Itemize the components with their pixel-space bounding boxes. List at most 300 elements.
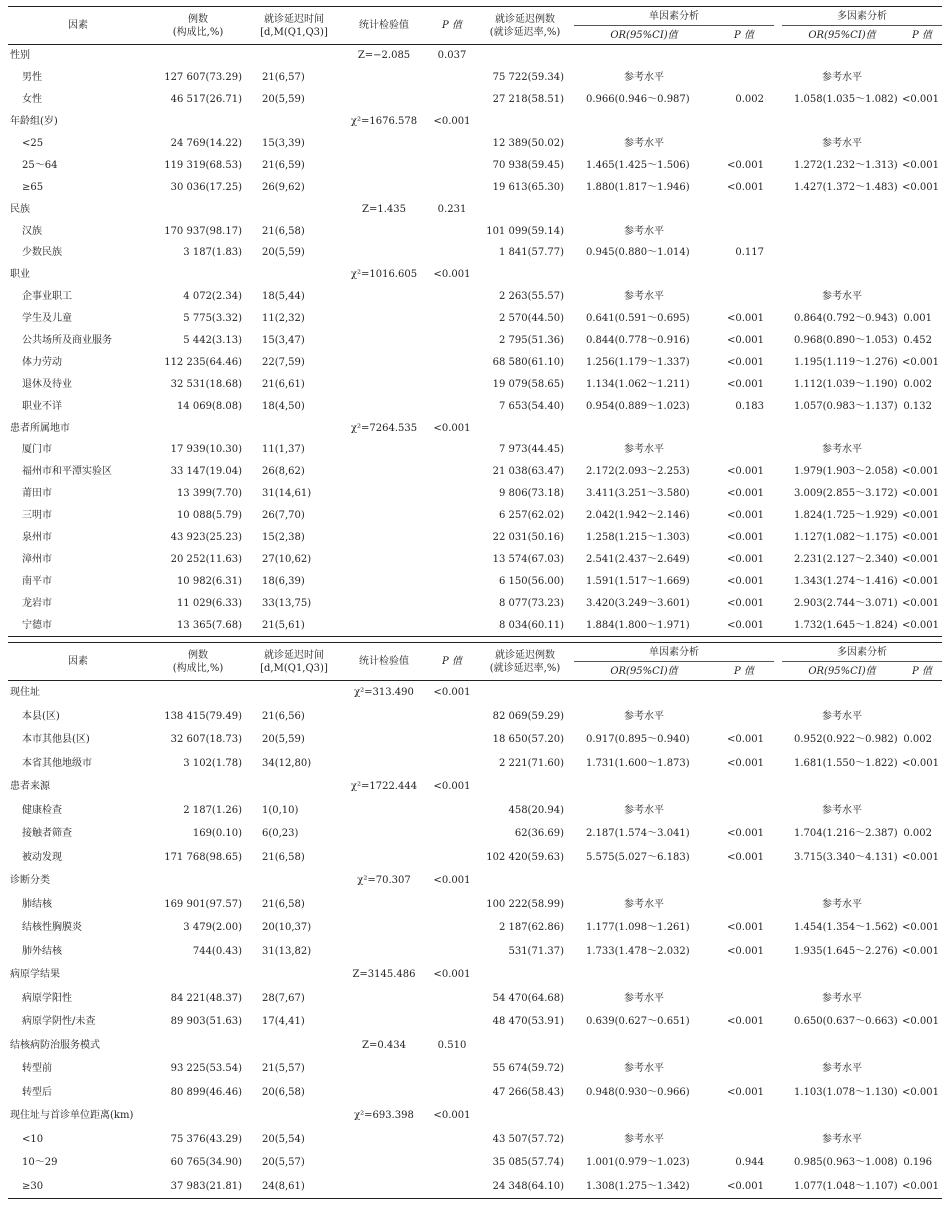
gap-cell bbox=[774, 548, 782, 570]
stat-cell bbox=[340, 67, 428, 89]
uni-or-cell bbox=[574, 264, 714, 286]
p-cell bbox=[428, 916, 476, 940]
multi-or-cell: 参考水平 bbox=[822, 1063, 862, 1075]
count-cell bbox=[148, 1034, 248, 1058]
p-cell bbox=[428, 822, 476, 846]
factor-cell: 肺外结核 bbox=[22, 945, 62, 957]
delay-count-cell bbox=[476, 45, 574, 67]
multi-p-cell bbox=[902, 242, 942, 264]
delay-count-cell: 19 613(65.30) bbox=[492, 181, 564, 193]
multi-or-cell bbox=[782, 111, 902, 133]
table-row bbox=[8, 1057, 942, 1081]
uni-p-cell: <0.001 bbox=[726, 1086, 764, 1098]
p-cell bbox=[428, 67, 476, 89]
table-row bbox=[8, 916, 942, 940]
count-cell bbox=[148, 775, 248, 799]
p-cell bbox=[428, 220, 476, 242]
p-cell bbox=[428, 395, 476, 417]
uni-or-cell bbox=[574, 198, 714, 220]
uni-p-cell: <0.001 bbox=[726, 734, 764, 746]
delay-time-cell bbox=[248, 681, 340, 705]
uni-or-cell: 1.308(1.275～1.342) bbox=[586, 1180, 690, 1192]
gap-cell bbox=[774, 483, 782, 505]
col-count: 例数 (构成比,%) bbox=[148, 643, 248, 681]
group-row bbox=[8, 1034, 942, 1058]
multi-or-cell: 1.112(1.039～1.190) bbox=[794, 378, 898, 390]
uni-p-cell bbox=[714, 198, 774, 220]
uni-or-cell: 2.187(1.574～3.041) bbox=[586, 828, 690, 840]
uni-or-cell: 参考水平 bbox=[624, 992, 664, 1004]
multi-or-cell bbox=[782, 264, 902, 286]
uni-or-cell bbox=[574, 417, 714, 439]
table-row bbox=[8, 893, 942, 917]
multi-p-cell: <0.001 bbox=[902, 945, 940, 957]
delay-time-cell bbox=[248, 1034, 340, 1058]
uni-p-cell bbox=[714, 799, 774, 823]
multi-p-cell bbox=[902, 681, 942, 705]
uni-or-cell bbox=[574, 45, 714, 67]
table-row bbox=[8, 308, 942, 330]
delay-count-cell: 82 069(59.29) bbox=[492, 710, 564, 722]
factor-cell: <25 bbox=[22, 138, 44, 149]
delay-count-cell: 62(36.69) bbox=[514, 828, 564, 840]
factor-cell: 肺结核 bbox=[22, 898, 52, 910]
count-cell: 14 069(8.08) bbox=[176, 400, 242, 412]
delay-time-cell: 18(4,50) bbox=[262, 400, 305, 412]
count-cell: 138 415(79.49) bbox=[164, 710, 242, 722]
uni-or-cell: 5.575(5.027～6.183) bbox=[586, 851, 690, 863]
stat-cell bbox=[340, 89, 428, 111]
stat-cell: Z=−2.085 bbox=[357, 50, 411, 62]
uni-or-cell: 0.966(0.946～0.987) bbox=[586, 94, 690, 106]
factor-cell: 诊断分类 bbox=[10, 875, 50, 887]
multi-p-cell bbox=[902, 67, 942, 89]
p-cell bbox=[428, 570, 476, 592]
count-cell bbox=[148, 963, 248, 987]
stat-cell: χ²=1722.444 bbox=[350, 781, 418, 793]
uni-p-cell bbox=[714, 67, 774, 89]
factor-cell: 患者所属地市 bbox=[10, 422, 70, 434]
p-cell bbox=[428, 1128, 476, 1152]
delay-time-cell bbox=[248, 111, 340, 133]
multi-or-cell: 参考水平 bbox=[822, 992, 862, 1004]
p-cell bbox=[428, 846, 476, 870]
gap-cell bbox=[774, 592, 782, 614]
delay-count-cell: 12 389(50.02) bbox=[492, 138, 564, 149]
multi-p-cell bbox=[902, 799, 942, 823]
gap-cell bbox=[774, 133, 782, 155]
count-cell bbox=[148, 1104, 248, 1128]
uni-or-cell bbox=[574, 963, 714, 987]
count-cell: 3 187(1.83) bbox=[183, 247, 242, 259]
uni-or-cell bbox=[574, 775, 714, 799]
count-cell: 84 221(48.37) bbox=[170, 992, 242, 1004]
multi-p-cell: <0.001 bbox=[902, 553, 940, 565]
delay-time-cell: 21(5,57) bbox=[262, 1063, 305, 1075]
factor-cell: 厦门市 bbox=[22, 444, 52, 456]
multi-p-cell: <0.001 bbox=[902, 757, 940, 769]
stat-cell: χ²=70.307 bbox=[357, 875, 411, 887]
stat-cell bbox=[340, 822, 428, 846]
delay-time-cell: 6(0,23) bbox=[262, 828, 299, 840]
delay-count-cell: 8 077(73.23) bbox=[498, 597, 564, 609]
multi-or-cell: 1.979(1.903～2.058) bbox=[794, 466, 898, 478]
multi-p-cell bbox=[902, 963, 942, 987]
delay-time-cell: 31(13,82) bbox=[262, 945, 312, 957]
stat-cell bbox=[340, 439, 428, 461]
delay-count-cell: 22 031(50.16) bbox=[492, 532, 564, 544]
multi-p-cell: <0.001 bbox=[902, 488, 940, 500]
table-row bbox=[8, 89, 942, 111]
factor-cell: 本县(区) bbox=[22, 710, 60, 722]
multi-p-cell bbox=[902, 133, 942, 155]
multi-or-cell: 参考水平 bbox=[822, 291, 862, 303]
uni-or-cell: 2.042(1.942～2.146) bbox=[586, 510, 690, 522]
factor-cell: 结核病防治服务模式 bbox=[10, 1039, 100, 1051]
multi-or-cell: 2.231(2.127～2.340) bbox=[794, 553, 898, 565]
delay-count-cell: 54 470(64.68) bbox=[492, 992, 564, 1004]
uni-or-cell: 0.641(0.591～0.695) bbox=[586, 313, 690, 325]
p-cell: <0.001 bbox=[433, 116, 471, 128]
multi-or-cell bbox=[782, 1104, 902, 1128]
gap-cell bbox=[774, 395, 782, 417]
stat-cell: χ²=1676.578 bbox=[350, 116, 418, 128]
stat-cell bbox=[340, 614, 428, 636]
factor-cell: 女性 bbox=[22, 94, 42, 106]
factor-cell: <10 bbox=[22, 1133, 44, 1145]
multi-or-cell: 1.343(1.274～1.416) bbox=[794, 575, 898, 587]
delay-time-cell bbox=[248, 1104, 340, 1128]
multi-p-cell bbox=[902, 775, 942, 799]
count-cell: 3 479(2.00) bbox=[183, 922, 242, 934]
delay-count-cell: 2 570(44.50) bbox=[498, 313, 564, 325]
multi-p-cell: <0.001 bbox=[902, 1086, 940, 1098]
gap-cell bbox=[774, 505, 782, 527]
count-cell: 4 072(2.34) bbox=[183, 291, 242, 303]
gap-cell bbox=[774, 461, 782, 483]
factor-cell: 病原学阴性/未查 bbox=[22, 1016, 96, 1028]
col-p: P 值 bbox=[428, 643, 476, 681]
delay-time-cell: 11(1,37) bbox=[262, 444, 305, 456]
p-cell: 0.510 bbox=[437, 1039, 467, 1051]
multi-p-cell bbox=[902, 220, 942, 242]
gap-cell bbox=[774, 893, 782, 917]
delay-count-cell: 2 187(62.86) bbox=[498, 922, 564, 934]
factor-cell: 本省其他地级市 bbox=[22, 757, 92, 769]
table-body-part-2 bbox=[8, 681, 942, 1199]
multi-p-cell bbox=[902, 1057, 942, 1081]
delay-count-cell: 2 795(51.36) bbox=[498, 335, 564, 347]
factor-cell: 转型前 bbox=[22, 1063, 52, 1075]
uni-p-cell: 0.944 bbox=[735, 1157, 764, 1169]
table-row bbox=[8, 614, 942, 636]
count-cell bbox=[148, 111, 248, 133]
uni-p-cell bbox=[714, 1128, 774, 1152]
p-cell: <0.001 bbox=[433, 969, 471, 981]
group-row bbox=[8, 1104, 942, 1128]
col-uni-p: P 值 bbox=[714, 26, 774, 45]
factor-cell: 福州市和平潭实验区 bbox=[22, 466, 112, 478]
stat-cell bbox=[340, 987, 428, 1011]
table-row bbox=[8, 330, 942, 352]
multi-or-cell bbox=[782, 45, 902, 67]
stat-cell bbox=[340, 1010, 428, 1034]
delay-time-cell: 20(5,59) bbox=[262, 94, 305, 106]
gap-cell bbox=[774, 1010, 782, 1034]
delay-time-cell: 15(2,38) bbox=[262, 532, 305, 544]
uni-p-cell: <0.001 bbox=[726, 922, 764, 934]
multi-p-cell bbox=[902, 1104, 942, 1128]
delay-time-cell bbox=[248, 869, 340, 893]
col-multivariate: 多因素分析 bbox=[782, 7, 942, 26]
group-row bbox=[8, 45, 942, 67]
factor-cell: 现住址 bbox=[10, 687, 40, 699]
delay-count-cell: 7 973(44.45) bbox=[498, 444, 564, 456]
uni-or-cell: 1.258(1.215～1.303) bbox=[586, 532, 690, 544]
gap-cell bbox=[774, 963, 782, 987]
col-uni-p: P 值 bbox=[714, 662, 774, 681]
multi-p-cell: 0.001 bbox=[903, 313, 932, 325]
uni-or-cell: 参考水平 bbox=[624, 804, 664, 816]
uni-or-cell: 参考水平 bbox=[624, 1063, 664, 1075]
uni-p-cell bbox=[714, 417, 774, 439]
delay-count-cell: 101 099(59.14) bbox=[486, 225, 564, 237]
p-cell bbox=[428, 154, 476, 176]
uni-or-cell bbox=[574, 869, 714, 893]
p-cell bbox=[428, 548, 476, 570]
delay-count-cell: 1 841(57.77) bbox=[498, 247, 564, 259]
gap-cell bbox=[774, 1057, 782, 1081]
uni-p-cell: <0.001 bbox=[726, 466, 764, 478]
stat-cell bbox=[340, 308, 428, 330]
delay-time-cell: 20(6,58) bbox=[262, 1086, 305, 1098]
count-cell: 5 775(3.32) bbox=[183, 313, 242, 325]
stat-cell bbox=[340, 373, 428, 395]
table-row bbox=[8, 67, 942, 89]
factor-cell: 企事业职工 bbox=[22, 291, 72, 303]
uni-p-cell: <0.001 bbox=[726, 335, 764, 347]
uni-p-cell bbox=[714, 1034, 774, 1058]
uni-p-cell: <0.001 bbox=[726, 532, 764, 544]
stat-cell bbox=[340, 395, 428, 417]
count-cell: 89 903(51.63) bbox=[170, 1016, 242, 1028]
factor-cell: 宁德市 bbox=[22, 619, 52, 631]
factor-cell: 少数民族 bbox=[22, 247, 62, 259]
uni-or-cell bbox=[574, 681, 714, 705]
factor-cell: 病原学阳性 bbox=[22, 992, 72, 1004]
p-cell bbox=[428, 1151, 476, 1175]
factor-cell: 退休及待业 bbox=[22, 378, 72, 390]
stat-cell bbox=[340, 570, 428, 592]
stat-cell bbox=[340, 846, 428, 870]
col-multi-p: P 值 bbox=[902, 662, 942, 681]
delay-count-cell bbox=[476, 111, 574, 133]
count-cell: 3 102(1.78) bbox=[183, 757, 242, 769]
stat-cell bbox=[340, 548, 428, 570]
table-body-part-1 bbox=[8, 45, 942, 637]
table-row bbox=[8, 439, 942, 461]
multi-or-cell: 0.952(0.922～0.982) bbox=[794, 734, 898, 746]
uni-or-cell: 参考水平 bbox=[624, 291, 664, 303]
group-row bbox=[8, 198, 942, 220]
factor-cell: 龙岩市 bbox=[22, 597, 52, 609]
factor-cell: 健康检查 bbox=[22, 804, 62, 816]
uni-or-cell: 参考水平 bbox=[624, 444, 664, 456]
delay-count-cell: 19 079(58.65) bbox=[492, 378, 564, 390]
delay-count-cell: 2 263(55.57) bbox=[498, 291, 564, 303]
table-row bbox=[8, 133, 942, 155]
multi-or-cell: 1.103(1.078～1.130) bbox=[794, 1086, 898, 1098]
multi-or-cell: 1.732(1.645～1.824) bbox=[794, 619, 898, 631]
gap-cell bbox=[774, 614, 782, 636]
multi-p-cell: 0.002 bbox=[903, 734, 932, 746]
multi-p-cell: <0.001 bbox=[902, 94, 940, 106]
gap-cell bbox=[774, 154, 782, 176]
uni-p-cell: <0.001 bbox=[726, 159, 764, 171]
uni-or-cell bbox=[574, 1034, 714, 1058]
p-cell bbox=[428, 439, 476, 461]
factor-cell: ≥30 bbox=[22, 1180, 44, 1192]
multi-p-cell bbox=[902, 1034, 942, 1058]
delay-time-cell: 26(9,62) bbox=[262, 181, 305, 193]
p-cell: <0.001 bbox=[433, 1110, 471, 1122]
table-row bbox=[8, 1010, 942, 1034]
uni-p-cell bbox=[714, 869, 774, 893]
delay-count-cell bbox=[476, 264, 574, 286]
p-cell bbox=[428, 1081, 476, 1105]
delay-time-cell: 11(2,32) bbox=[262, 313, 305, 325]
delay-count-cell bbox=[476, 963, 574, 987]
uni-or-cell bbox=[574, 111, 714, 133]
count-cell: 169 901(97.57) bbox=[164, 898, 242, 910]
factor-cell: 男性 bbox=[22, 72, 42, 84]
multi-or-cell: 1.681(1.550～1.822) bbox=[794, 757, 898, 769]
stat-cell bbox=[340, 940, 428, 964]
p-cell bbox=[428, 592, 476, 614]
multi-or-cell: 1.454(1.354～1.562) bbox=[794, 922, 898, 934]
uni-p-cell: <0.001 bbox=[726, 488, 764, 500]
uni-or-cell: 0.639(0.627～0.651) bbox=[586, 1016, 690, 1028]
table-row bbox=[8, 940, 942, 964]
uni-or-cell: 1.465(1.425～1.506) bbox=[586, 159, 690, 171]
factor-cell: 三明市 bbox=[22, 510, 52, 522]
multi-or-cell: 参考水平 bbox=[822, 804, 862, 816]
uni-p-cell bbox=[714, 264, 774, 286]
delay-time-cell: 20(5,59) bbox=[262, 734, 305, 746]
delay-count-cell: 2 221(71.60) bbox=[498, 757, 564, 769]
multi-p-cell bbox=[902, 869, 942, 893]
count-cell bbox=[148, 681, 248, 705]
stat-cell bbox=[340, 176, 428, 198]
factor-cell: 本市其他县(区) bbox=[22, 734, 90, 746]
multi-or-cell: 参考水平 bbox=[822, 138, 862, 149]
stat-cell bbox=[340, 505, 428, 527]
delay-time-cell bbox=[248, 963, 340, 987]
uni-p-cell: <0.001 bbox=[726, 757, 764, 769]
gap-cell bbox=[774, 846, 782, 870]
p-cell: <0.001 bbox=[433, 422, 471, 434]
uni-p-cell: <0.001 bbox=[726, 378, 764, 390]
table-row bbox=[8, 728, 942, 752]
count-cell bbox=[148, 45, 248, 67]
p-cell bbox=[428, 1175, 476, 1199]
uni-or-cell: 0.945(0.880～1.014) bbox=[586, 247, 690, 259]
count-cell: 30 036(17.25) bbox=[170, 181, 242, 193]
count-cell: 75 376(43.29) bbox=[170, 1133, 242, 1145]
delay-count-cell: 27 218(58.51) bbox=[492, 94, 564, 106]
uni-p-cell bbox=[714, 133, 774, 155]
gap-cell bbox=[774, 752, 782, 776]
delay-count-cell: 68 580(61.10) bbox=[492, 356, 564, 368]
multi-or-cell bbox=[782, 681, 902, 705]
delay-count-cell: 47 266(58.43) bbox=[492, 1086, 564, 1098]
table-row bbox=[8, 1151, 942, 1175]
p-cell: <0.001 bbox=[433, 269, 471, 281]
count-cell: 169(0.10) bbox=[192, 828, 242, 840]
delay-time-cell: 20(5,57) bbox=[262, 1157, 305, 1169]
multi-or-cell: 3.715(3.340～4.131) bbox=[794, 851, 898, 863]
p-cell bbox=[428, 987, 476, 1011]
uni-p-cell bbox=[714, 963, 774, 987]
multi-or-cell: 1.935(1.645～2.276) bbox=[794, 945, 898, 957]
multi-or-cell: 参考水平 bbox=[822, 444, 862, 456]
uni-or-cell: 0.948(0.930～0.966) bbox=[586, 1086, 690, 1098]
multi-or-cell: 0.650(0.637～0.663) bbox=[794, 1016, 898, 1028]
factor-cell: 10～29 bbox=[22, 1157, 58, 1169]
multi-p-cell: <0.001 bbox=[902, 851, 940, 863]
table-row bbox=[8, 461, 942, 483]
multi-p-cell: 0.002 bbox=[903, 378, 932, 390]
delay-count-cell: 18 650(57.20) bbox=[492, 734, 564, 746]
stat-cell bbox=[340, 1151, 428, 1175]
count-cell bbox=[148, 869, 248, 893]
delay-time-cell: 21(6,58) bbox=[262, 851, 305, 863]
uni-p-cell bbox=[714, 775, 774, 799]
uni-or-cell: 1.591(1.517～1.669) bbox=[586, 575, 690, 587]
uni-p-cell: <0.001 bbox=[726, 1016, 764, 1028]
multi-p-cell bbox=[902, 111, 942, 133]
uni-p-cell: 0.183 bbox=[735, 400, 764, 412]
p-cell bbox=[428, 330, 476, 352]
table-row bbox=[8, 846, 942, 870]
uni-or-cell: 2.172(2.093～2.253) bbox=[586, 466, 690, 478]
uni-or-cell: 参考水平 bbox=[624, 72, 664, 84]
multi-p-cell: 0.132 bbox=[903, 400, 932, 412]
uni-or-cell: 1.731(1.600～1.873) bbox=[586, 757, 690, 769]
multi-p-cell bbox=[902, 987, 942, 1011]
gap-cell bbox=[774, 45, 782, 67]
gap-cell bbox=[774, 570, 782, 592]
table-row bbox=[8, 527, 942, 549]
group-row bbox=[8, 264, 942, 286]
delay-count-cell bbox=[476, 681, 574, 705]
multi-p-cell bbox=[902, 893, 942, 917]
multi-or-cell: 0.968(0.890～1.053) bbox=[794, 335, 898, 347]
multi-p-cell: <0.001 bbox=[902, 575, 940, 587]
gap-cell bbox=[774, 1128, 782, 1152]
stat-cell: χ²=313.490 bbox=[354, 687, 414, 699]
delay-time-cell: 21(6,58) bbox=[262, 898, 305, 910]
delay-time-cell: 26(7,70) bbox=[262, 510, 305, 522]
factor-cell: 病原学结果 bbox=[10, 969, 60, 981]
delay-time-cell: 20(5,59) bbox=[262, 247, 305, 259]
table-row bbox=[8, 1175, 942, 1199]
delay-time-cell bbox=[248, 775, 340, 799]
p-cell bbox=[428, 286, 476, 308]
factor-cell: 年龄组(岁) bbox=[10, 116, 58, 128]
p-cell bbox=[428, 242, 476, 264]
multi-p-cell: 0.196 bbox=[903, 1157, 932, 1169]
